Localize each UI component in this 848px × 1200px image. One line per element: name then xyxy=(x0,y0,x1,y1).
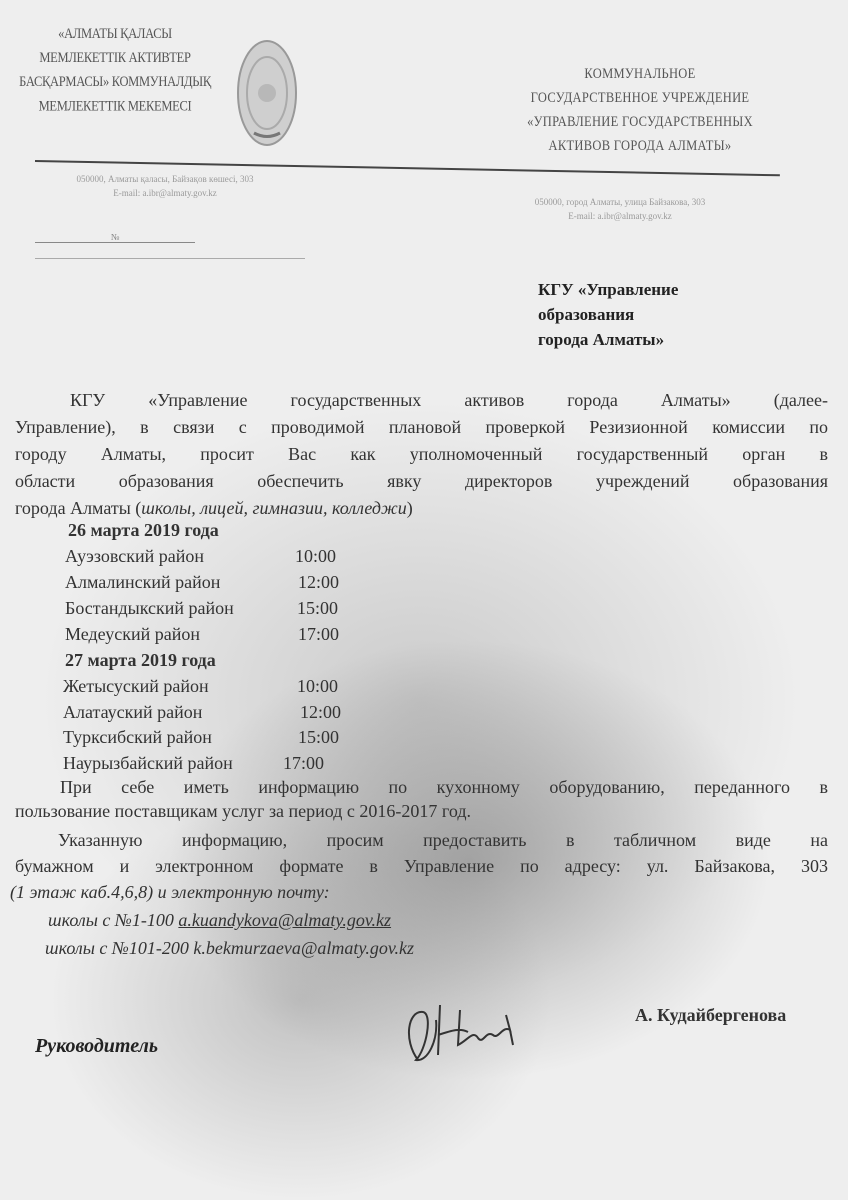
body-line xyxy=(10,882,330,903)
address-russian xyxy=(490,195,750,223)
body-italic-text: (1 этаж каб.4,6,8) и электронную почту: xyxy=(10,882,330,902)
body-line: КГУ «Управление государственных активов города Алматы» (далее- xyxy=(70,390,828,410)
body-line: При себе иметь информацию по кухонному оборудованию, переданного в xyxy=(60,777,828,797)
letterhead-line: БАСҚАРМАСЫ» КОММУНАЛДЫҚ xyxy=(19,73,211,90)
schedule-time: 10:00 xyxy=(295,546,337,566)
body-line: городу Алматы, просит Вас как уполномоченный государственный орган в xyxy=(15,444,828,464)
schedule-district: Медеуский район xyxy=(65,624,200,644)
body-line xyxy=(15,498,413,519)
state-emblem-icon xyxy=(236,38,298,148)
schedule-time: 12:00 xyxy=(300,702,342,722)
body-line: области образования обеспечить явку директоров учреждений образования xyxy=(15,471,828,491)
letterhead-line: ГОСУДАРСТВЕННОЕ УЧРЕЖДЕНИЕ xyxy=(530,89,750,106)
handwritten-signature-icon xyxy=(398,1000,528,1075)
date-line xyxy=(35,258,305,259)
schedule-date: 26 марта 2019 года xyxy=(68,520,219,540)
schedule-time: 17:00 xyxy=(283,753,325,773)
email-link[interactable]: k.bekmurzaeva@almaty.gov.kz xyxy=(193,938,415,958)
recipient xyxy=(538,277,678,352)
recipient-line: образования xyxy=(538,305,635,324)
body-line: Указанную информацию, просим предоставить в табличном виде на xyxy=(58,830,828,850)
number-mark: № xyxy=(110,232,120,242)
body-text: города Алматы ( xyxy=(15,498,142,518)
schedule-time: 10:00 xyxy=(297,676,339,696)
body-line: бумажном и электронном формате в Управление по адресу: ул. Байзакова, 303 xyxy=(15,856,828,876)
schedule-district: Наурызбайский район xyxy=(63,753,233,773)
recipient-line: КГУ «Управление xyxy=(538,280,679,299)
schedule-date: 27 марта 2019 года xyxy=(65,650,216,670)
schedule-time: 15:00 xyxy=(298,727,340,747)
body-line: пользование поставщикам услуг за период с 2016-2017 год. xyxy=(15,801,471,821)
email-line xyxy=(48,910,391,931)
body-line: Управление), в связи с проводимой плановой проверкой Резизионной комиссии по xyxy=(15,417,828,437)
schedule-district: Бостандыкский район xyxy=(65,598,234,618)
schedule-time: 17:00 xyxy=(298,624,340,644)
outgoing-number-line xyxy=(35,232,195,243)
email-label: школы с №1-100 xyxy=(48,910,179,930)
letterhead-line: АКТИВОВ ГОРОДА АЛМАТЫ» xyxy=(548,137,732,154)
letterhead-line: МЕМЛЕКЕТТІК МЕКЕМЕСІ xyxy=(38,97,192,114)
body-italic-text: школы, лицей, гимназии, колледжи xyxy=(141,498,407,518)
body-text: ) xyxy=(406,498,413,518)
recipient-line: города Алматы» xyxy=(538,330,665,349)
signer-position: Руководитель xyxy=(35,1035,158,1057)
schedule-time: 15:00 xyxy=(297,598,339,618)
email-label: школы с №101-200 xyxy=(45,938,194,958)
signer-name: А. Кудайбергенова xyxy=(635,1005,787,1025)
address-kazakh xyxy=(40,172,290,200)
address-line: 050000, город Алматы, улица Байзакова, 303 xyxy=(534,197,706,207)
schedule-district: Турксибский район xyxy=(63,727,212,747)
email-line xyxy=(45,938,414,959)
schedule-time: 12:00 xyxy=(298,572,340,592)
letterhead-line: «УПРАВЛЕНИЕ ГОСУДАРСТВЕННЫХ xyxy=(527,113,753,130)
address-line: E-mail: a.ibr@almaty.gov.kz xyxy=(568,211,672,221)
address-line: 050000, Алматы қаласы, Байзақов көшесі, 303 xyxy=(76,174,254,184)
address-line: E-mail: a.ibr@almaty.gov.kz xyxy=(113,188,217,198)
letterhead-line: КОММУНАЛЬНОЕ xyxy=(584,65,696,82)
letterhead-russian xyxy=(500,62,780,159)
schedule-district: Ауэзовский район xyxy=(65,546,204,566)
letterhead-line: «АЛМАТЫ ҚАЛАСЫ xyxy=(58,25,172,42)
schedule-district: Алмалинский район xyxy=(65,572,221,592)
letterhead-line: МЕМЛЕКЕТТІК АКТИВТЕР xyxy=(39,49,191,66)
letterhead-kazakh xyxy=(10,22,220,119)
schedule-district: Жетысуский район xyxy=(63,676,209,696)
schedule-district: Алатауский район xyxy=(63,702,203,722)
email-link[interactable]: a.kuandykova@almaty.gov.kz xyxy=(178,910,392,930)
